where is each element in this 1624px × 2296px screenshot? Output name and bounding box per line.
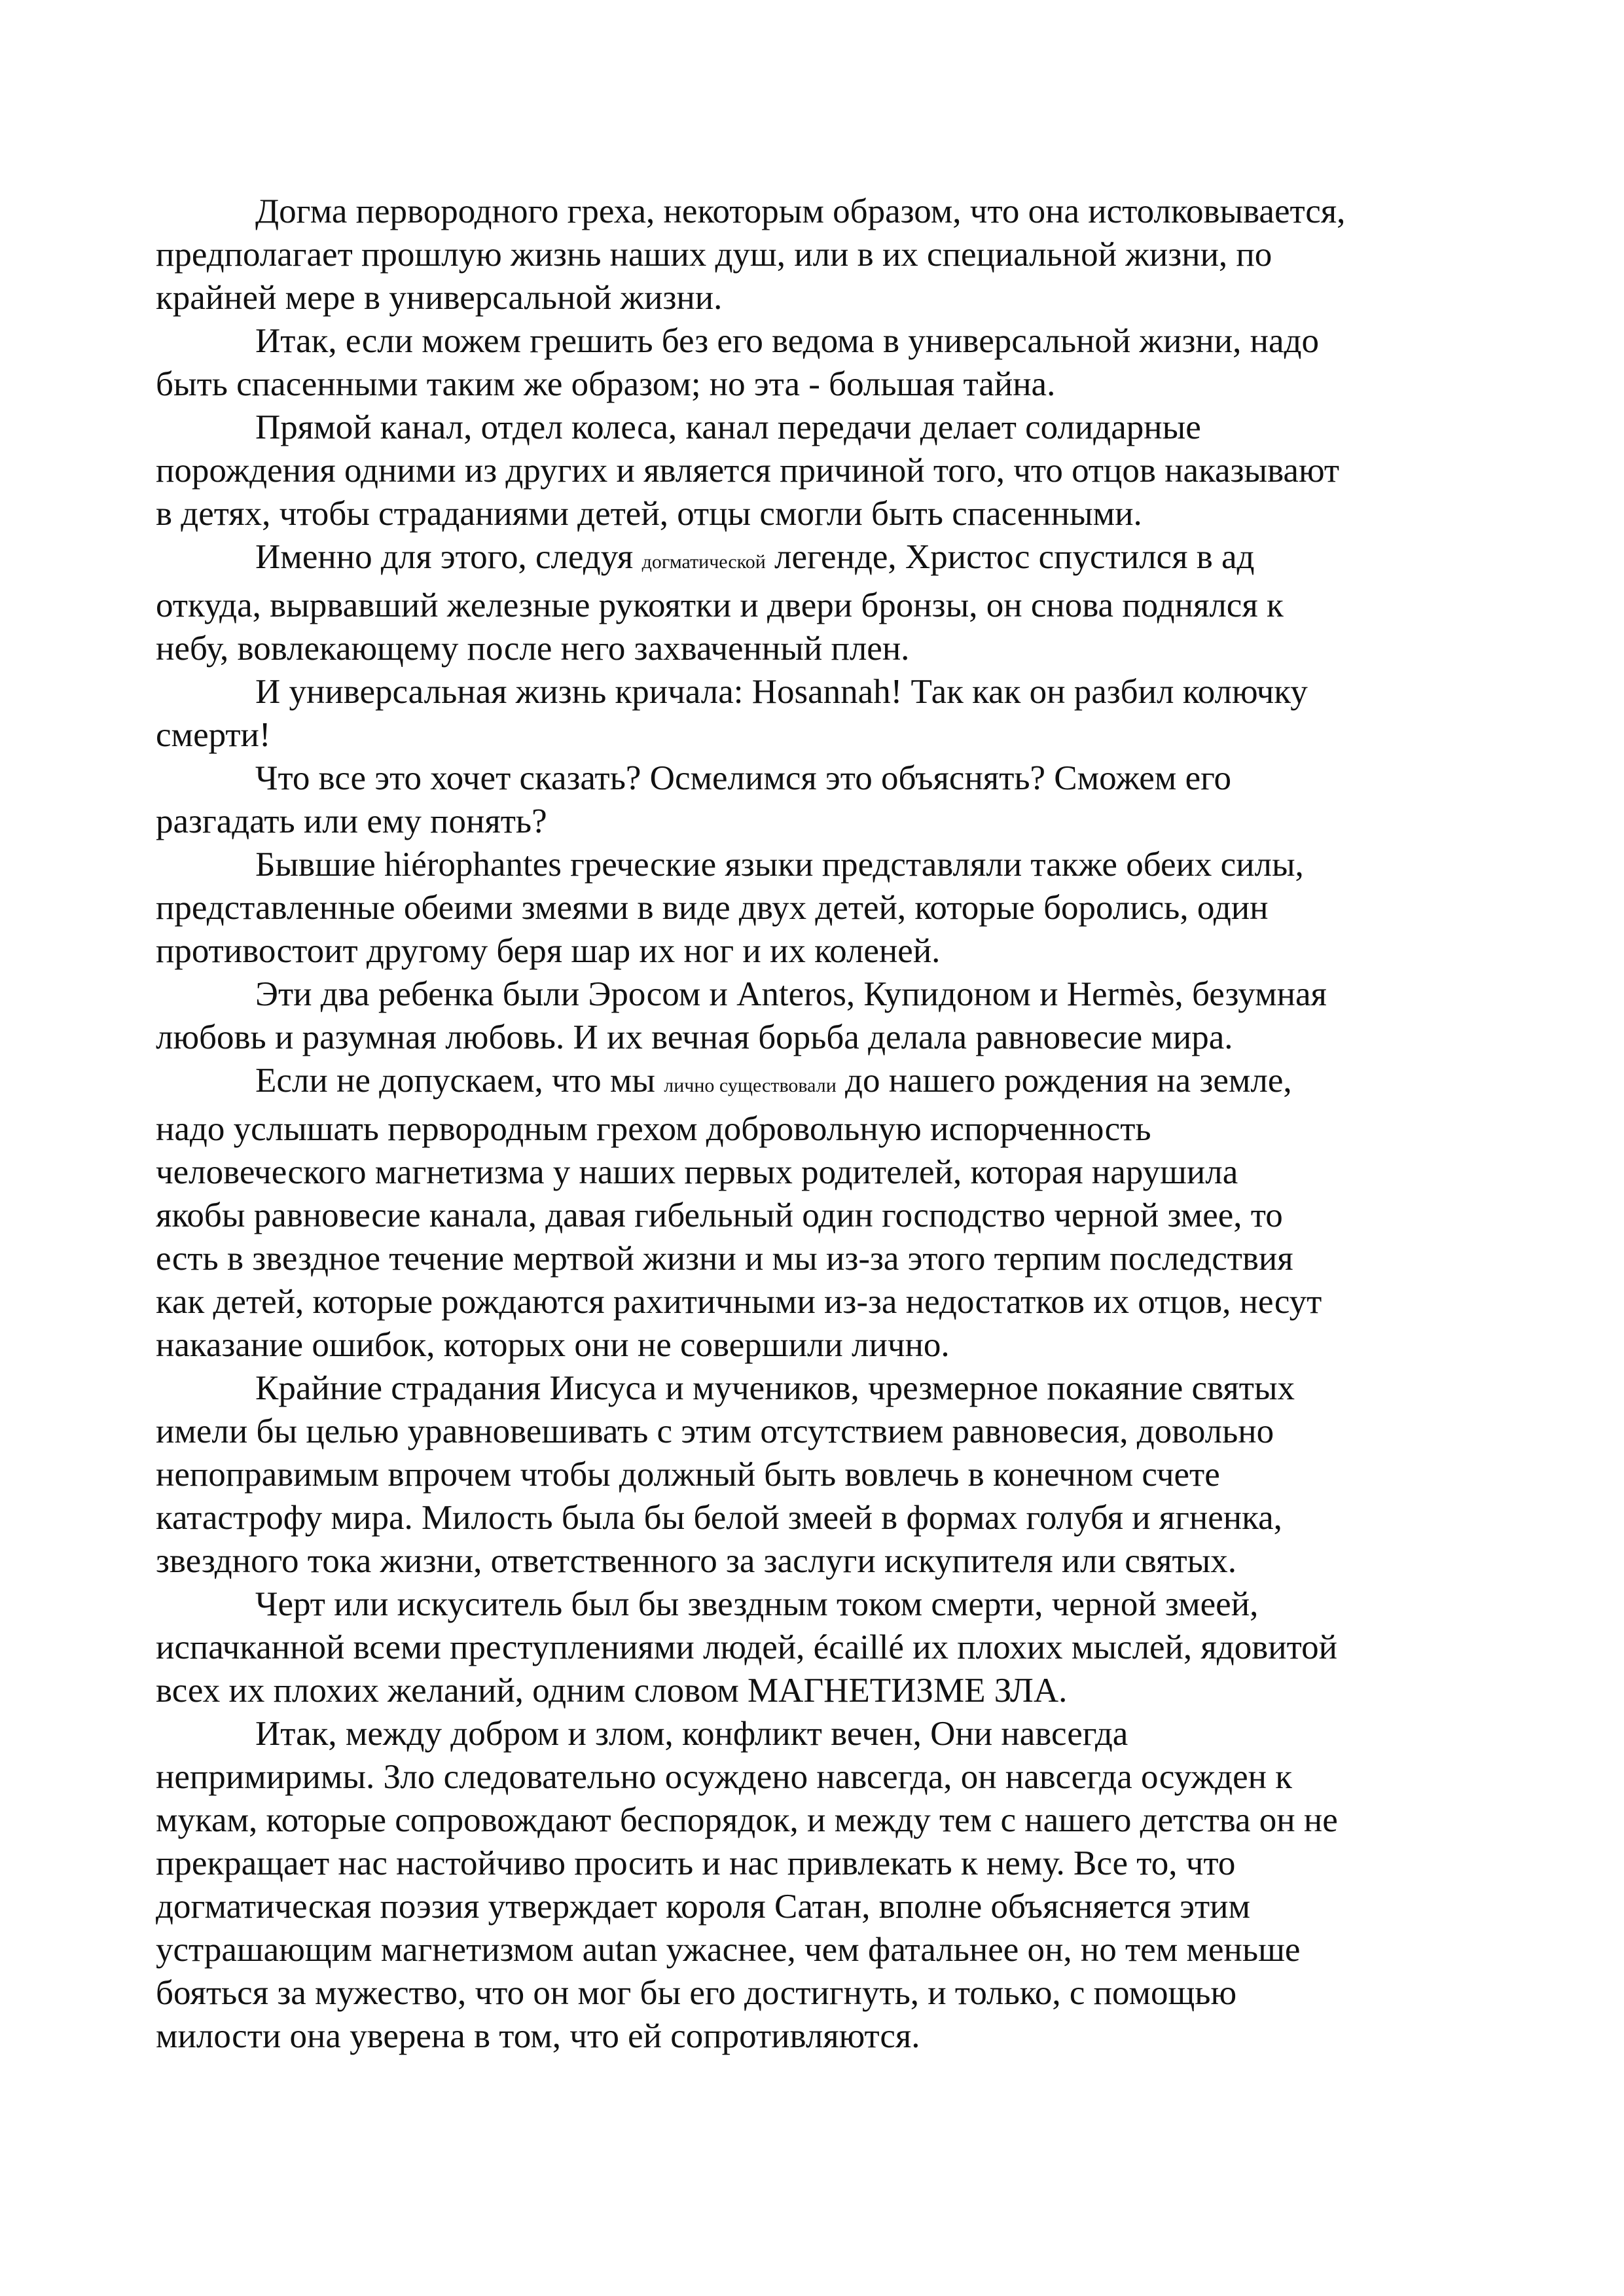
paragraph bbox=[156, 1712, 1478, 2058]
paragraph bbox=[156, 973, 1478, 1059]
text-segment: бояться за мужество, что он мог бы его достигнуть, и только, с помощью bbox=[156, 1974, 1237, 2012]
text-segment: Итак, между добром и злом, конфликт вечен, Они навсегда bbox=[255, 1715, 1128, 1753]
text-segment: человеческого магнетизма у наших первых родителей, которая нарушила bbox=[156, 1153, 1238, 1191]
paragraph bbox=[156, 757, 1478, 843]
text-segment: испачканной всеми преступлениями людей, écaillé их плохих мыслей, ядовитой bbox=[156, 1628, 1337, 1666]
text-segment: Если не допускаем, что мы bbox=[255, 1062, 664, 1100]
paragraph bbox=[156, 670, 1478, 757]
text-segment: звездного тока жизни, ответственного за заслуги искупителя или святых. bbox=[156, 1542, 1236, 1580]
text-segment: противостоит другому беря шар их ног и их коленей. bbox=[156, 932, 941, 970]
text-segment: Бывшие hiérophantes греческие языки представляли также обеих силы, bbox=[255, 846, 1304, 884]
text-segment: Черт или искуситель был бы звездным током смерти, черной змеей, bbox=[255, 1585, 1259, 1623]
text-segment: Именно для этого, следуя bbox=[255, 538, 642, 576]
inline-small-text: догматической bbox=[641, 551, 766, 573]
document-page bbox=[156, 190, 1478, 2058]
paragraph bbox=[156, 1059, 1478, 1367]
text-segment: И универсальная жизнь кричала: Hosannah! Так как он разбил колючку bbox=[255, 673, 1308, 711]
text-segment: любовь и разумная любовь. И их вечная борьба делала равновесие мира. bbox=[156, 1018, 1233, 1056]
text-segment: предполагает прошлую жизнь наших душ, или в их специальной жизни, по bbox=[156, 236, 1272, 274]
paragraph bbox=[156, 406, 1478, 535]
text-segment: непоправимым впрочем чтобы должный быть вовлечь в конечном счете bbox=[156, 1456, 1220, 1494]
paragraph bbox=[156, 535, 1478, 670]
paragraph bbox=[156, 319, 1478, 406]
text-segment: представленные обеими змеями в виде двух детей, которые боролись, один bbox=[156, 889, 1269, 927]
text-segment: Итак, если можем грешить без его ведома в универсальной жизни, надо bbox=[255, 322, 1320, 360]
inline-small-text: лично существовали bbox=[664, 1075, 837, 1096]
text-segment: имели бы целью уравновешивать с этим отсутствием равновесия, довольно bbox=[156, 1412, 1274, 1450]
paragraph bbox=[156, 190, 1478, 319]
text-segment: смерти! bbox=[156, 716, 271, 754]
text-segment: легенде, Христос спустился в ад bbox=[765, 538, 1255, 576]
text-segment: откуда, вырвавший железные рукоятки и двери бронзы, он снова поднялся к bbox=[156, 586, 1284, 624]
text-segment: Догма первородного греха, некоторым образом, что она истолковывается, bbox=[255, 192, 1346, 230]
text-segment: надо услышать первородным грехом добровольную испорченность bbox=[156, 1110, 1151, 1148]
paragraph bbox=[156, 1367, 1478, 1583]
paragraph bbox=[156, 1583, 1478, 1712]
text-segment: прекращает нас настойчиво просить и нас привлекать к нему. Все то, что bbox=[156, 1844, 1236, 1882]
text-segment: догматическая поэзия утверждает короля Сатан, вполне объясняется этим bbox=[156, 1888, 1251, 1926]
text-segment: Эти два ребенка были Эросом и Anteros, Купидоном и Hermès, безумная bbox=[255, 975, 1327, 1013]
text-segment: в детях, чтобы страданиями детей, отцы смогли быть спасенными. bbox=[156, 495, 1142, 533]
text-segment: Крайние страдания Иисуса и мучеников, чрезмерное покаяние святых bbox=[255, 1369, 1295, 1407]
text-segment: как детей, которые рождаются рахитичными из-за недостатков их отцов, несут bbox=[156, 1283, 1322, 1321]
text-segment: наказание ошибок, которых они не совершили лично. bbox=[156, 1326, 950, 1364]
text-segment: Прямой канал, отдел колеса, канал передачи делает солидарные bbox=[255, 408, 1201, 446]
text-segment: якобы равновесие канала, давая гибельный один господство черной змее, то bbox=[156, 1196, 1283, 1234]
text-segment: всех их плохих желаний, одним словом МАГНЕТИЗМЕ ЗЛА. bbox=[156, 1672, 1068, 1710]
text-segment: есть в звездное течение мертвой жизни и мы из-за этого терпим последствия bbox=[156, 1240, 1293, 1278]
text-segment: Что все это хочет сказать? Осмелимся это объяснять? Сможем его bbox=[255, 759, 1232, 797]
document-body bbox=[156, 190, 1478, 2058]
text-segment: порождения одними из других и является причиной того, что отцов наказывают bbox=[156, 452, 1340, 490]
text-segment: быть спасенными таким же образом; но эта - большая тайна. bbox=[156, 365, 1056, 403]
paragraph bbox=[156, 843, 1478, 973]
text-segment: разгадать или ему понять? bbox=[156, 802, 547, 840]
text-segment: до нашего рождения на земле, bbox=[836, 1062, 1292, 1100]
text-segment: непримиримы. Зло следовательно осуждено навсегда, он навсегда осужден к bbox=[156, 1758, 1292, 1796]
text-segment: крайней мере в универсальной жизни. bbox=[156, 279, 723, 317]
text-segment: небу, вовлекающему после него захваченный плен. bbox=[156, 630, 910, 668]
text-segment: милости она уверена в том, что ей сопротивляются. bbox=[156, 2017, 920, 2055]
text-segment: устрашающим магнетизмом autan ужаснее, чем фатальнее он, но тем меньше bbox=[156, 1931, 1301, 1969]
text-segment: катастрофу мира. Милость была бы белой змеей в формах голубя и ягненка, bbox=[156, 1499, 1282, 1537]
text-segment: мукам, которые сопровождают беспорядок, и между тем с нашего детства он не bbox=[156, 1801, 1338, 1839]
